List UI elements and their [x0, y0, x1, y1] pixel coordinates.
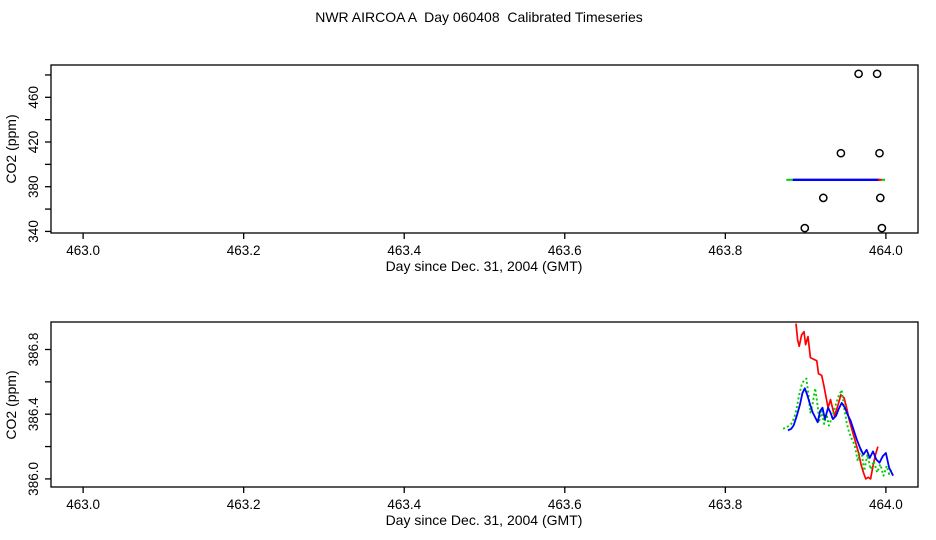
x-tick-label: 463.6 — [547, 243, 582, 258]
plot-box — [51, 65, 918, 233]
x-tick-label: 463.8 — [708, 497, 743, 512]
x-tick-label: 463.0 — [66, 243, 101, 258]
plot-box — [51, 322, 918, 487]
y-axis-title-bottom: CO2 (ppm) — [3, 370, 19, 440]
x-tick-label: 463.2 — [226, 243, 261, 258]
x-tick-label: 463.8 — [708, 243, 743, 258]
figure-title: NWR AIRCOA A Day 060408 Calibrated Timeseries — [315, 9, 643, 25]
y-tick-label: 386.0 — [26, 462, 41, 496]
calibration-point-circle — [878, 225, 885, 232]
x-axis-title-bottom: Day since Dec. 31, 2004 (GMT) — [385, 512, 583, 528]
x-tick-label: 464.0 — [868, 497, 903, 512]
x-tick-label: 464.0 — [868, 243, 903, 258]
blue-trace — [788, 388, 893, 475]
calibration-point-circle — [837, 150, 844, 157]
calibration-point-circle — [876, 150, 883, 157]
green-trace — [783, 379, 891, 476]
x-tick-label: 463.0 — [66, 497, 101, 512]
y-tick-label: 380 — [26, 175, 41, 198]
calibration-point-circle — [874, 70, 881, 77]
calibration-point-circle — [855, 70, 862, 77]
calibration-point-circle — [820, 194, 827, 201]
x-tick-label: 463.2 — [226, 497, 261, 512]
y-tick-label: 460 — [26, 86, 41, 109]
x-tick-label: 463.4 — [387, 243, 422, 258]
calibration-point-circle — [801, 225, 808, 232]
x-tick-label: 463.4 — [387, 497, 422, 512]
y-tick-label: 340 — [26, 220, 41, 243]
panel-top — [26, 65, 918, 258]
y-axis-title-top: CO2 (ppm) — [3, 114, 19, 184]
calibration-point-circle — [877, 194, 884, 201]
y-tick-label: 420 — [26, 130, 41, 154]
y-tick-label: 386.4 — [26, 397, 41, 432]
plot-panels — [26, 65, 918, 512]
x-tick-label: 463.6 — [547, 497, 582, 512]
x-axis-title-top: Day since Dec. 31, 2004 (GMT) — [385, 258, 583, 274]
y-tick-label: 386.8 — [26, 332, 41, 367]
panel-bottom — [26, 322, 918, 512]
